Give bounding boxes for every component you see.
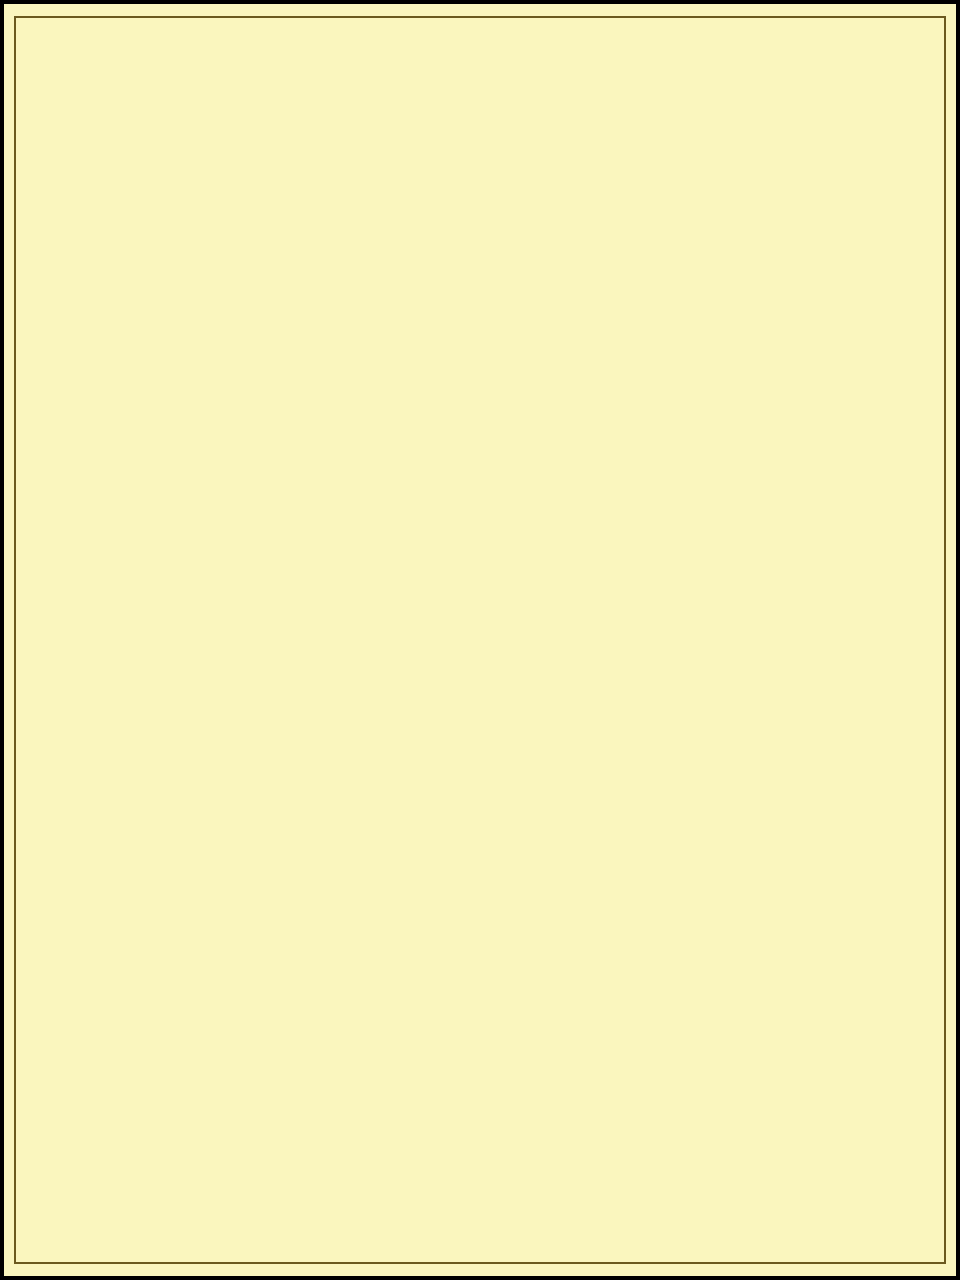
page-frame <box>14 16 946 1264</box>
page-sheet <box>4 4 956 1276</box>
